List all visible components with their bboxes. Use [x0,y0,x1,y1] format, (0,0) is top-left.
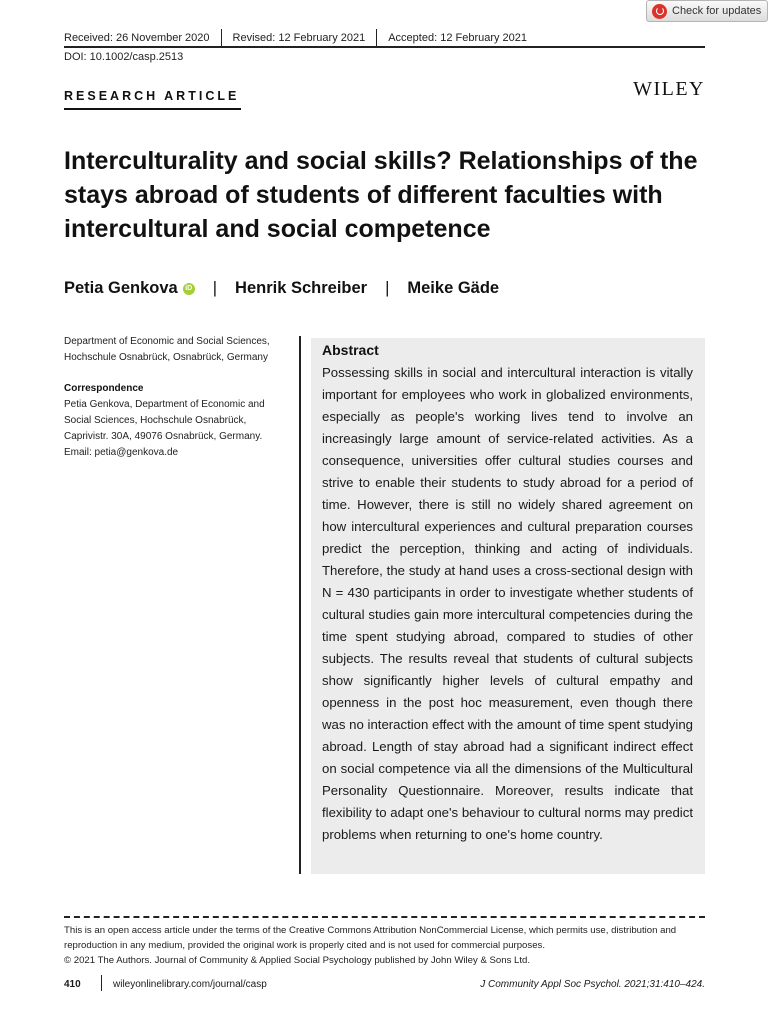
orcid-icon[interactable]: iD [183,283,195,295]
divider [221,29,222,47]
check-for-updates-button[interactable] [646,0,768,22]
author-name[interactable]: Petia Genkova [64,279,178,297]
abstract-text: Possessing skills in social and intercultural interaction is vitally important for employees who work in globalized environments, especially as people's working lives tend to involve an increasingly large amount of service-related activities. As a consequence, universities offer cultural studies courses and strive to enable their students to study abroad for a period of time. However, there is still no widely shared agreement on how intercultural experiences and cultural preparation courses predict the perception, thinking and acting of individuals. Therefore, the study at hand uses a cross-sectional design with N = 430 participants in order to investigate whether students of cultural studies gain more intercultural competencies during the time spent studying abroad, compared to studies of other subjects. The results reveal that students of cultural subjects show significantly higher levels of cultural empathy and openness in the post hoc measurement, even though there was no interaction effect with the amount of time spent studying abroad. Length of stay abroad had a significant indirect effect on social competence via all the dimensions of the Multicultural Personality Questionnaire. Moreover, results indicate that flexibility to adapt one's behaviour to cultural norms may predict problems when returning to one's home country. [322,365,693,842]
author-name[interactable]: Henrik Schreiber [235,279,368,297]
column-divider [299,336,301,874]
affiliation: Department of Economic and Social Sciences, Hochschule Osnabrück, Osnabrück, Germany [64,336,270,363]
footer-divider [101,975,102,991]
license-text: This is an open access article under the terms of the Creative Commons Attribution NonCommercial License, which permits use, distribution and reproduction in any medium, provided the original work is properly cited and is not used for commercial purposes. [64,925,677,951]
publisher-logo: WILEY [633,78,705,100]
license-footnote [64,923,705,968]
author-separator: | [385,279,390,297]
author-list [64,279,499,298]
check-for-updates-label: Check for updates [672,5,762,17]
copyright-text: © 2021 The Authors. Journal of Community & Applied Social Psychology published by John Wiley & Sons Ltd. [64,955,531,966]
correspondence-address: Petia Genkova, Department of Economic and Social Sciences, Hochschule Osnabrück, Caprivistr. 30A, 49076 Osnabrück, Germany. [64,399,265,442]
journal-citation: J Community Appl Soc Psychol. 2021;31:410–424. [480,979,705,990]
revised-date: Revised: 12 February 2021 [232,32,366,44]
accepted-date: Accepted: 12 February 2021 [388,32,528,44]
correspondence-block [64,397,292,461]
correspondence-email[interactable]: Email: petia@genkova.de [64,447,179,458]
footnote-rule [64,916,705,918]
update-icon [652,4,667,19]
received-date: Received: 26 November 2020 [64,32,210,44]
history-dates [64,29,527,47]
article-type: RESEARCH ARTICLE [64,89,240,103]
header-rule [64,46,705,48]
page-number: 410 [64,979,81,990]
author-separator: | [212,279,218,297]
journal-url[interactable]: wileyonlinelibrary.com/journal/casp [113,979,267,990]
article-title: Interculturality and social skills? Relationships of the stays abroad of students of different faculties with intercultural and social competence [64,147,698,243]
article-type-underline [64,108,241,110]
correspondence-heading: Correspondence [64,383,144,394]
author-name[interactable]: Meike Gäde [407,279,500,297]
abstract-heading: Abstract [322,342,379,358]
doi: DOI: 10.1002/casp.2513 [64,51,184,63]
divider [376,29,377,47]
